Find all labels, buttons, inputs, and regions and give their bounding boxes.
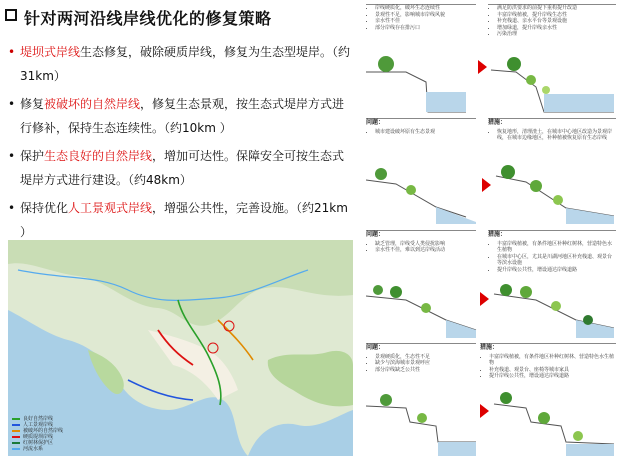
legend-item: 被破坏的自然岸线 [12,428,63,434]
title-checkbox-icon [5,9,17,21]
section-diagram-3 [366,280,614,338]
transform-arrow-icon [482,178,491,192]
strategy-item: • 堤坝式岸线生态修复，破除硬质岸线，修复为生态型堤岸。（约31km） [8,40,353,88]
legend-swatch-icon [12,448,20,450]
strategy-item: • 保持优化人工景观式岸线，增强公共性，完善设施。（约21km ） [8,196,353,244]
legend-swatch-icon [12,424,20,426]
legend-swatch-icon [12,430,20,432]
strategy-item: • 修复被破坏的自然岸线，修复生态景观，按生态式堤岸方式进行修补，保持生态连续性。（约10km ） [8,92,353,140]
map-legend [12,416,63,452]
legend-swatch-icon [12,418,20,420]
legend-swatch-icon [12,442,20,444]
legend-item: 河流水系 [12,446,63,452]
highlight-text: 被破坏的自然岸线 [44,97,141,111]
shoreline-map [8,240,353,456]
bullet-dot-icon: • [8,201,16,215]
issue-box-3: 问题： • 缺乏管理，岸线受人类侵扰影响 • 亲水性不佳，难以到达岸线活动 [366,230,476,254]
bullet-dot-icon: • [8,149,16,163]
legend-item: 人工景观岸线 [12,422,63,428]
transform-arrow-icon [480,292,489,306]
section-diagram-1 [366,52,614,114]
strategy-list [8,40,353,248]
issue-box-2: 问题： • 城市建设破坏原有生态景观 [366,118,476,135]
legend-item: 红树林保护区 [12,440,63,446]
transform-arrow-icon [478,60,487,74]
highlight-text: 堤坝式岸线 [20,45,81,59]
measure-box-1: • 满足防洪要求的前提下重构提升改造 • 丰富岸线植被，提升岸线生态性 • 补充栈道、亲水平台等景观设施 • 增加绿道，提升岸线亲水性 • 污染治理 [488,4,616,38]
issue-box-1: • 岸线硬质化，破坏生态连续性 • 景观性不足，影响城市岸线风貌 • 亲水性不佳 • 部分岸线存在排污口 [366,4,476,31]
bullet-dot-icon: • [8,97,16,111]
legend-item: 良好自然岸线 [12,416,63,422]
transform-arrow-icon [480,404,489,418]
measure-box-2: 措施： • 恢复地形，清理渣土，在城市中心地区改造为景观岸线，在城市边缘地区，补种植被恢复原有生态岸线 [488,118,616,142]
highlight-text: 生态良好的自然岸线 [44,149,153,163]
section-diagram-4 [366,392,614,456]
measure-box-4: 措施： • 丰富岸线植被，有条件地区补种红树林、营造特色水生植物 • 补充栈道、观景台、座椅等城市家具 • 提升岸线公共性，增设通达岸线道路 [480,343,616,380]
section-diagram-2 [366,162,614,224]
strategy-item: • 保护生态良好的自然岸线，增加可达性。保障安全可按生态式堤岸方式进行建设。（约48km） [8,144,353,192]
legend-swatch-icon [12,436,20,438]
measure-box-3: 措施： • 丰富岸线植被，有条件地区补种红树林，营造特色水生植物 • 在城市中心区，尤其是川湖河地区补充栈道、观景台等滨水设施 • 提升岸线公共性，增设通达岸线道路 [488,230,616,273]
issue-box-4: 问题： • 景观硬质化，生态性不足 • 缺少与滨海城市景观呼应 • 部分岸线缺乏公共性 [366,343,476,373]
legend-item: 硬质堤坝岸线 [12,434,63,440]
highlight-text: 人工景观式岸线 [68,201,153,215]
page-title: 针对两河沿线岸线优化的修复策略 [24,9,272,28]
bullet-dot-icon: • [8,45,16,59]
